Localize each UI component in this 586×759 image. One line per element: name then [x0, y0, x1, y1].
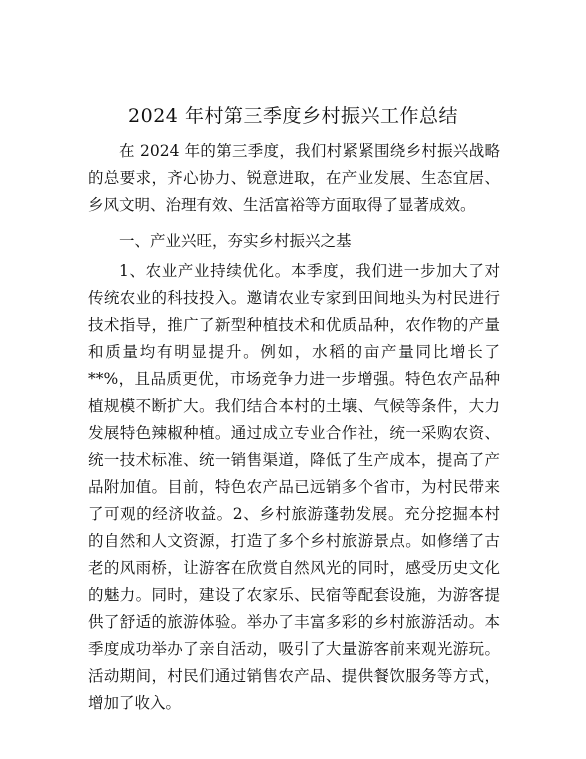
document-title: 2024 年村第三季度乡村振兴工作总结 — [128, 105, 458, 127]
intro-paragraph: 在 2024 年的第三季度，我们村紧紧围绕乡村振兴战略的总要求，齐心协力、锐意进取，在产业发展、生态宜居、乡风文明、治理有效、生活富裕等方面取得了显著成效。 — [88, 142, 500, 214]
body-paragraph: 1、农业产业持续优化。本季度，我们进一步加大了对传统农业的科技投入。邀请农业专家到田间地头为村民进行技术指导，推广了新型种植技术和优质品种，农作物的产量和质量均有明显提升。例如，水稻的亩产量同比增长了**%，且品质更优，市场竞争力进一步增强。特色农产品种植规模不断扩大。我们结合本村的土壤、气候等条件，大力发展特色辣椒种植。通过成立专业合作社，统一采购农资、统一技术标准、统一销售渠道，降低了生产成本，提高了产品附加值。目前，特色农产品已远销多个省市，为村民带来了可观的经济收益。2、乡村旅游蓬勃发展。充分挖掘本村的自然和人文资源，打造了多个乡村旅游景点。如修缮了古老的风雨桥，让游客在欣赏自然风光的同时，感受历史文化的魅力。同时，建设了农家乐、民宿等配套设施，为游客提供了舒适的旅游体验。举办了丰富多彩的乡村旅游活动。本季度成功举办了亲自活动，吸引了大量游客前来观光游玩。活动期间，村民们通过销售农产品、提供餐饮服务等方式，增加了收入。 — [88, 262, 500, 712]
section-heading: 一、产业兴旺，夯实乡村振兴之基 — [119, 232, 352, 250]
